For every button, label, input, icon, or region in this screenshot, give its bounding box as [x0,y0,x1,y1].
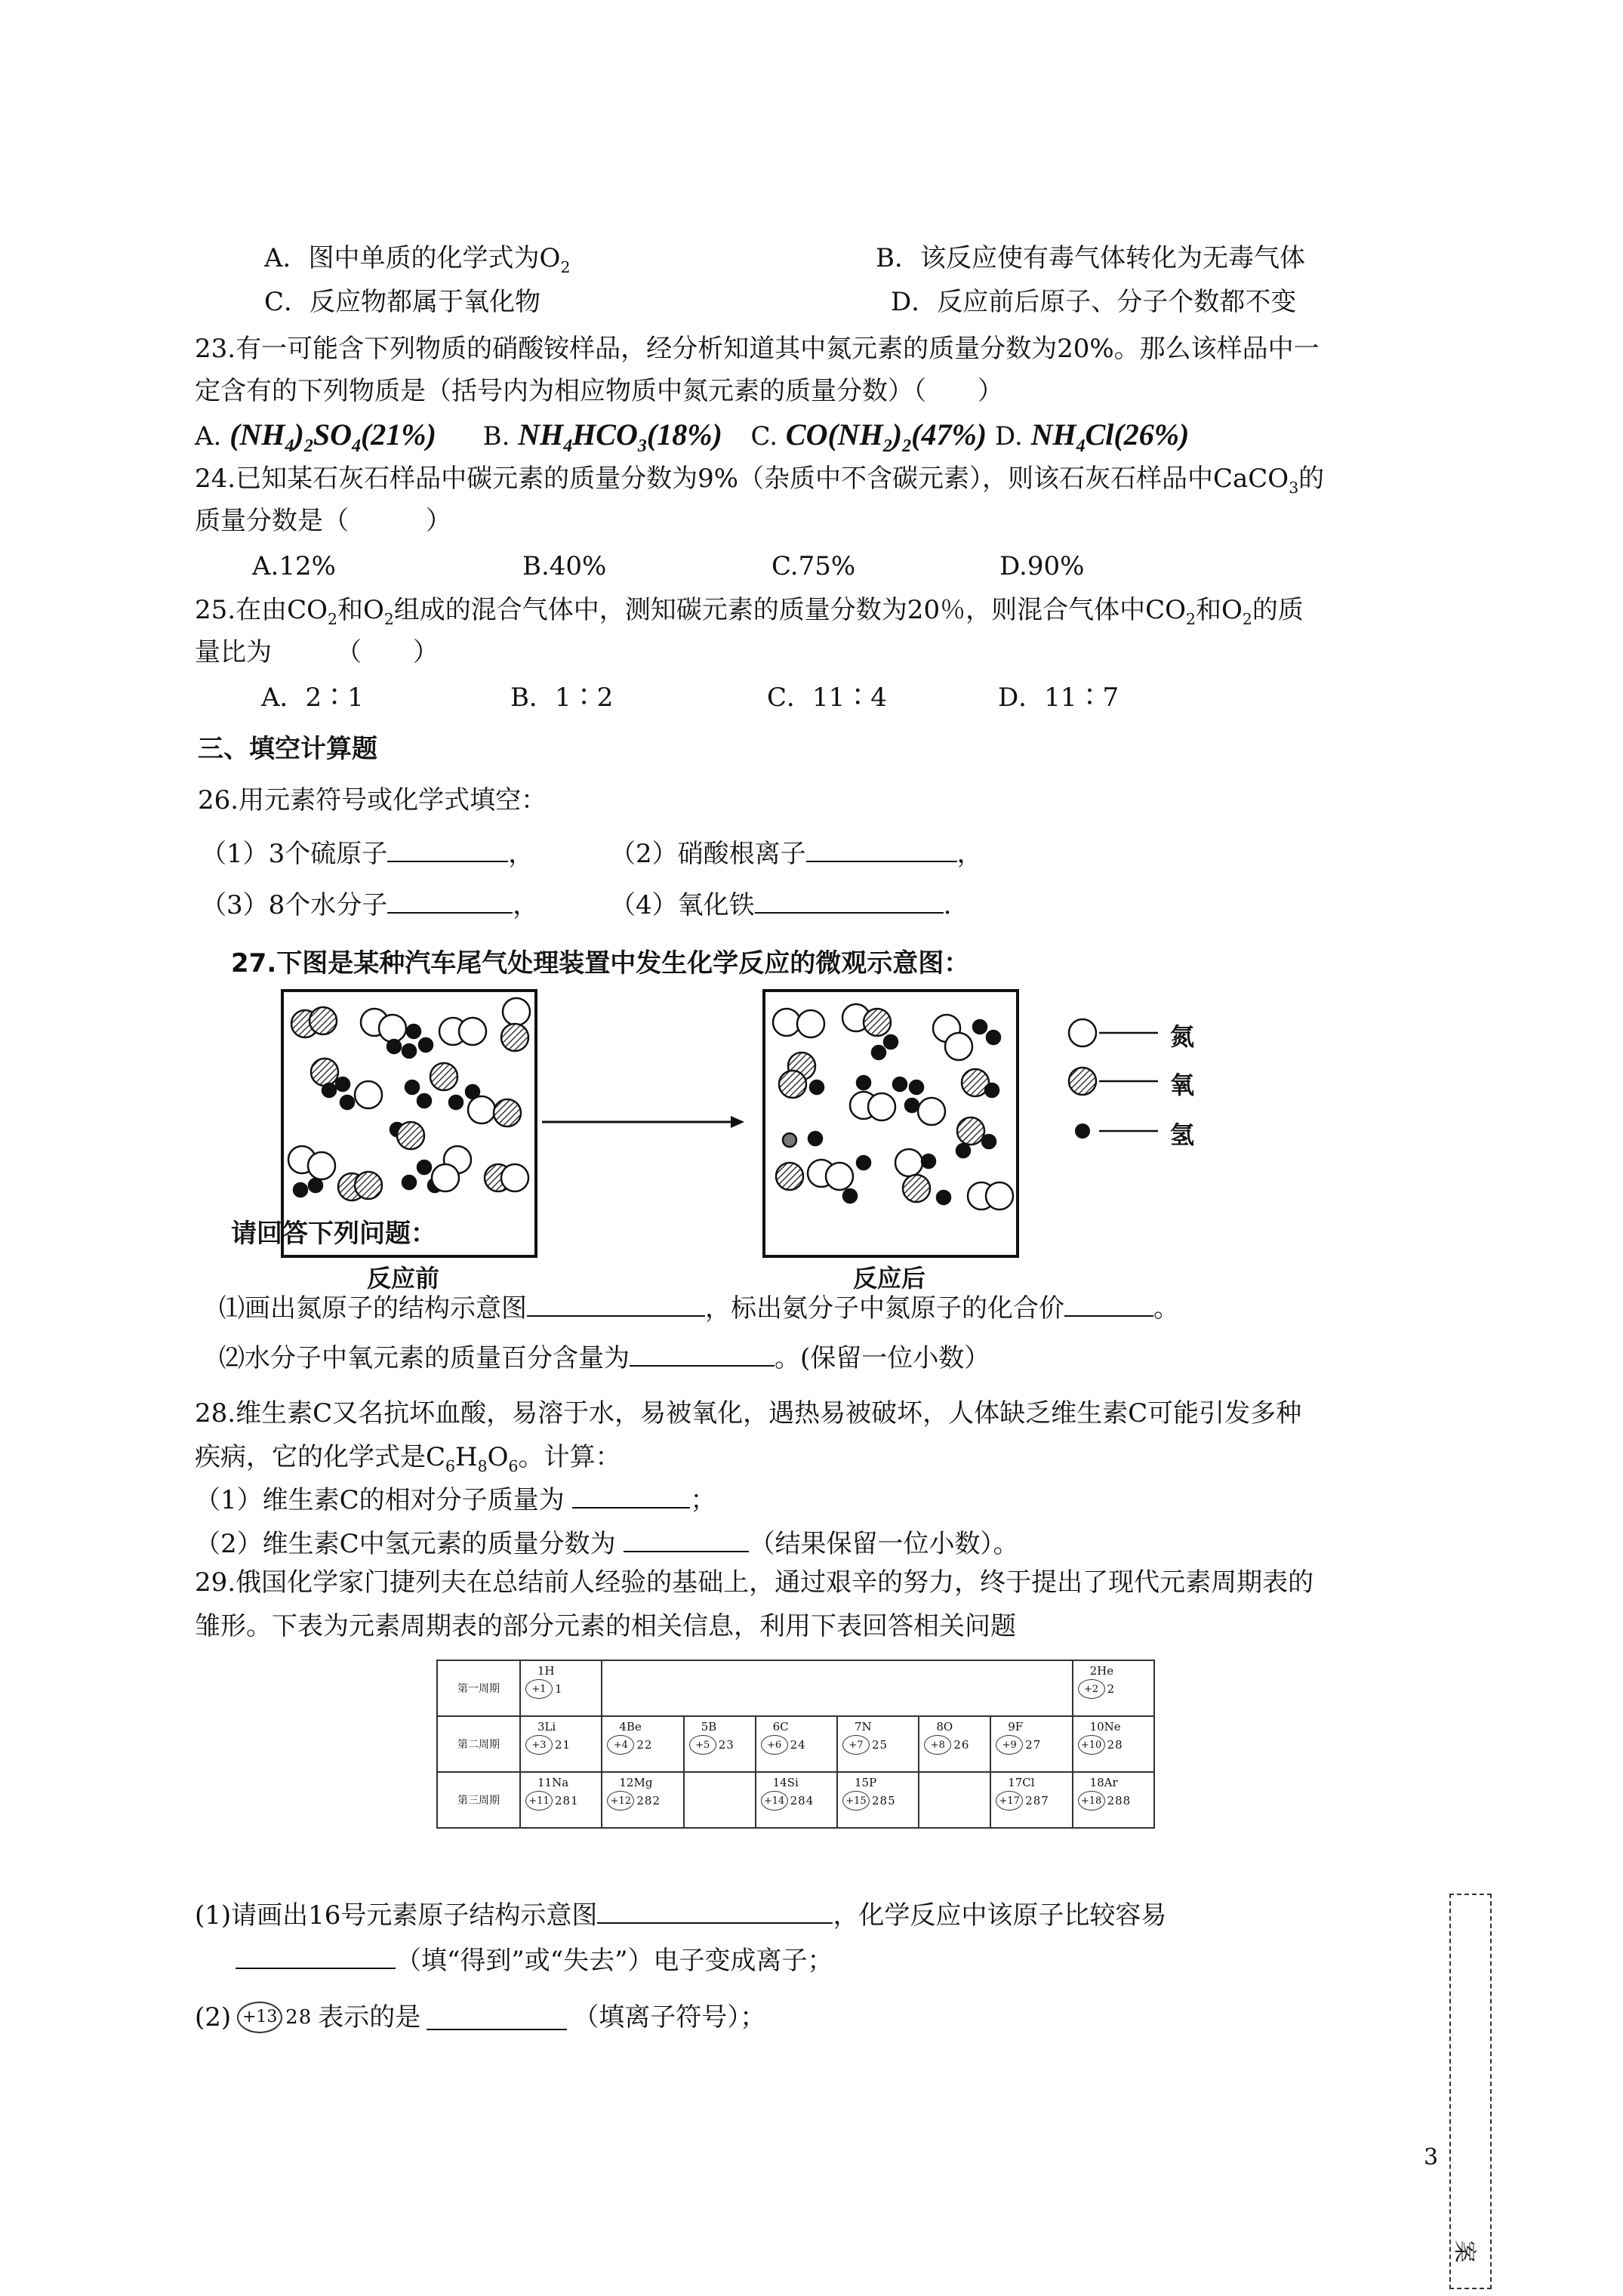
legend-label-hydrogen: 氢 [1170,1120,1195,1149]
element-cell: 6C +6 24 [756,1716,837,1772]
element-cell: 4Be +4 22 [602,1716,683,1772]
section-heading: 三、填空计算题 [198,734,377,764]
ion-structure-diagram: +13 28 [237,2001,312,2034]
table-row [437,1660,1154,1716]
caption-before: 反应前 [367,1264,440,1293]
q29-stem-line2: 雏形。下表为元素周期表的部分元素的相关信息，利用下表回答相关问题 [195,1611,1016,1641]
q22-option-c: C．反应物都属于氧化物 [264,287,541,317]
q26-part1: （1）3个硫原子 ， [201,837,534,871]
legend-symbols [1064,1018,1170,1176]
period-label: 第三周期 [437,1772,520,1828]
q23-options: A. $(NH_4)_2SO_4(21\%)$ B. $NH_4HCO_3(18\%)$ C. $CO(NH_2)_2(47\%)$ D. $NH_4Cl(26\%)$ [195,418,1190,456]
empty-cell [919,1772,990,1828]
answer-blank[interactable] [572,1483,690,1509]
element-cell: 8O +8 26 [919,1716,990,1772]
element-cell: 17Cl +17 287 [990,1772,1072,1828]
nitrogen-legend-icon [1069,1019,1096,1046]
reaction-after-box [762,989,1019,1258]
empty-cell [684,1772,756,1828]
q29-part1-line2: （填“得到”或“失去”）电子变成离子； [236,1943,833,1977]
oxygen-legend-icon [1069,1068,1096,1095]
q24-stem-line1: 24.已知某石灰石样品中碳元素的质量分数为9%（杂质中不含碳元素），则该石灰石样品中CaCO$_3$的 [195,464,1325,497]
q23-formula-c: $CO(NH_2)_2(47\%)$ [785,418,987,456]
q25-stem-line2: 量比为 （ ） [195,637,439,667]
q22-option-d: D．反应前后原子、分子个数都不变 [891,287,1297,317]
q27-part2: ⑵水分子中氧元素的质量百分含量为 。(保留一位小数） [219,1341,990,1375]
answer-blank[interactable] [624,1527,749,1552]
binding-margin-box [1449,1894,1492,2289]
answer-blank[interactable] [630,1341,775,1367]
element-cell: 10Ne +10 28 [1073,1716,1154,1772]
hydrogen-legend-icon [1075,1123,1090,1139]
q23-formula-b: $NH_4HCO_3(18\%)$ [518,418,722,456]
q25-option-b: B．1∶2 [510,683,614,713]
legend-label-nitrogen: 氮 [1170,1022,1195,1051]
q24-option-a: A.12% [252,551,336,581]
q27-ask: 请回答下列问题： [231,1219,436,1249]
answer-blank[interactable] [387,888,513,914]
margin-mark: 案 [1451,2240,1477,2263]
q24-stem-line2: 质量分数是（ ） [195,506,451,536]
page-number: 3 [1424,2144,1439,2171]
q27-title: 27.下图是某种汽车尾气处理装置中发生化学反应的微观示意图： [231,948,970,978]
q26-part3: （3）8个水分子 ， [201,888,538,922]
answer-blank[interactable] [1064,1291,1153,1317]
q29-part2: (2) +13 28 表示的是 （填离子符号）； [195,2002,766,2032]
q23-stem-line1: 23.有一可能含下列物质的硝酸铵样品，经分析知道其中氮元素的质量分数为20%。那么该样品中一 [195,334,1320,364]
answer-blank[interactable] [806,837,957,862]
q24-option-b: B.40% [522,551,607,581]
period-label: 第一周期 [437,1660,520,1716]
answer-blank[interactable] [597,1898,833,1924]
element-cell: 15P +15 285 [837,1772,919,1828]
legend-label-oxygen: 氧 [1170,1071,1195,1099]
element-cell: 3Li +3 21 [520,1716,602,1772]
q25-option-c: C．11∶4 [767,683,887,713]
q28-part2: （2）维生素C中氢元素的质量分数为 （结果保留一位小数）。 [195,1527,1018,1561]
q23-formula-a: $(NH_4)_2SO_4(21\%)$ [229,418,436,456]
element-cell: 11Na +11 281 [520,1772,602,1828]
q24-option-c: C.75% [771,551,856,581]
reaction-after-molecules [765,992,1016,1255]
caption-after: 反应后 [853,1264,926,1293]
q23-formula-d: $NH_4Cl(26\%)$ [1030,418,1190,456]
q28-part1: （1）维生素C的相对分子质量为 ； [195,1483,716,1517]
table-row [437,1772,1154,1828]
q23-stem-line2: 定含有的下列物质是（括号内为相应物质中氮元素的质量分数）（ ） [195,376,1003,406]
table-row [437,1716,1154,1772]
q24-option-d: D.90% [999,551,1085,581]
empty-cell [602,1660,1072,1716]
element-cell: 9F +9 27 [990,1716,1072,1772]
element-cell: 1H +1 1 [520,1660,602,1716]
q26-stem: 26.用元素符号或化学式填空： [198,785,547,815]
q25-option-a: A．2∶1 [261,683,364,713]
reaction-arrow-icon [542,1113,746,1131]
q28-stem-line2: 疾病，它的化学式是$C_6H_8O_6$。计算： [195,1442,621,1475]
answer-blank[interactable] [755,888,944,914]
answer-blank[interactable] [427,2005,567,2030]
q26-part4: （4）氧化铁 . [610,888,951,922]
q27-part1: ⑴画出氮原子的结构示意图 ，标出氨分子中氮原子的化合价 。 [219,1291,1179,1325]
period-label: 第二周期 [437,1716,520,1772]
answer-blank[interactable] [527,1291,705,1317]
q29-stem-line1: 29.俄国化学家门捷列夫在总结前人经验的基础上，通过艰辛的努力，终于提出了现代元素周期表的 [195,1567,1314,1598]
q25-stem-line1: 25.在由$CO_2$和$O_2$组成的混合气体中，测知碳元素的质量分数为20％，则混合气体中$CO_2$和$O_2$的质 [195,595,1304,628]
element-cell: 12Mg +12 282 [602,1772,683,1828]
answer-blank[interactable] [236,1943,396,1969]
element-cell: 14Si +14 284 [756,1772,837,1828]
q28-stem-line1: 28.维生素C又名抗坏血酸，易溶于水，易被氧化，遇热易被破坏，人体缺乏维生素C可能引发多种 [195,1398,1302,1428]
q26-part2: （2）硝酸根离子 ， [610,837,983,871]
element-cell: 7N +7 25 [837,1716,919,1772]
element-cell: 5B +5 23 [684,1716,756,1772]
q22-option-a: A．图中单质的化学式为$O_2$ [264,243,571,276]
element-cell: 18Ar +18 288 [1073,1772,1154,1828]
q29-part1-line1: (1)请画出16号元素原子结构示意图 ，化学反应中该原子比较容易 [195,1898,1166,1932]
q22-option-b: B．该反应使有毒气体转化为无毒气体 [876,243,1305,273]
answer-blank[interactable] [387,837,508,862]
element-cell: 2He +2 2 [1073,1660,1154,1716]
q25-option-d: D．11∶7 [998,683,1119,713]
periodic-table [436,1660,1155,1829]
